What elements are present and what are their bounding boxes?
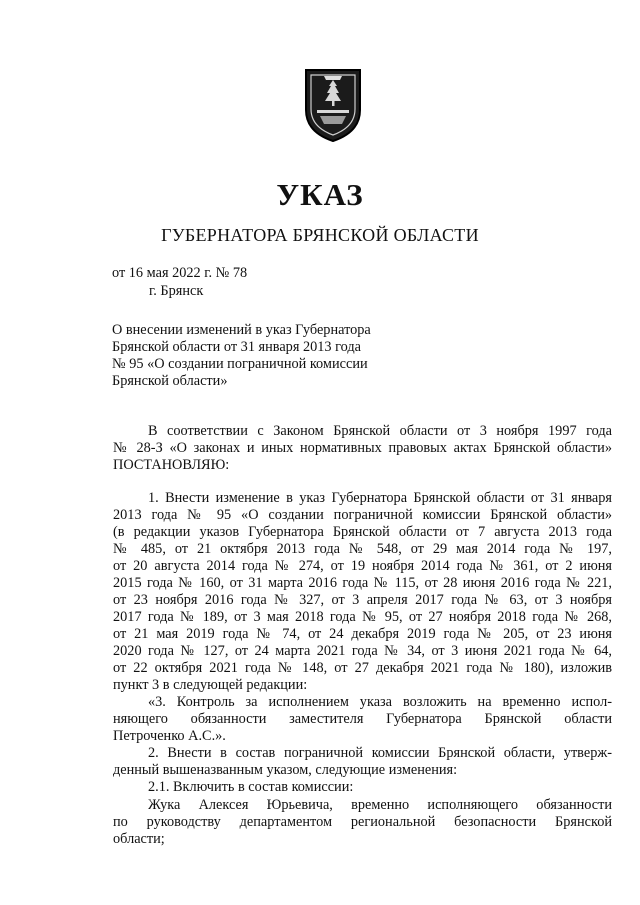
- coat-of-arms-emblem: [302, 66, 364, 144]
- city-line: г. Брянск: [149, 283, 204, 299]
- body-line: от 23 ноября 2016 года № 327, от 3 апреля 2017 года № 63, от 3 ноября: [113, 592, 612, 608]
- body-line: по руководству департаментом региональной безопасности Брянской: [113, 814, 612, 830]
- body-line: от 21 мая 2019 года № 74, от 24 декабря 2019 года № 205, от 23 июня: [113, 626, 612, 642]
- subject-line: Брянской области»: [112, 373, 228, 389]
- body-line: № 485, от 21 октября 2013 года № 548, от 29 мая 2014 года № 197,: [113, 541, 612, 557]
- body-line: пункт 3 в следующей редакции:: [113, 677, 308, 693]
- body-line: 2020 года № 127, от 24 марта 2021 года № 34, от 3 июня 2021 года № 64,: [113, 643, 612, 659]
- preamble-line: В соответствии с Законом Брянской области от 3 ноября 1997 года: [148, 423, 612, 439]
- body-line: 2.1. Включить в состав комиссии:: [148, 779, 354, 795]
- preamble-line: № 28-З «О законах и иных нормативных правовых актах Брянской области»: [113, 440, 612, 456]
- body-line: няющего обязанности заместителя Губернатора Брянской области: [113, 711, 612, 727]
- body-line: «3. Контроль за исполнением указа возложить на временно испол-: [148, 694, 612, 710]
- body-line: от 22 октября 2021 года № 148, от 27 декабря 2021 года № 180), изложив: [113, 660, 612, 676]
- body-line: 2017 года № 189, от 3 мая 2018 года № 95, от 27 ноября 2018 года № 268,: [113, 609, 612, 625]
- body-line: области;: [113, 831, 165, 847]
- body-line: Петроченко А.С.».: [113, 728, 226, 744]
- preamble-line: ПОСТАНОВЛЯЮ:: [113, 457, 230, 473]
- body-line: 2015 года № 160, от 31 марта 2016 года № 115, от 28 июня 2016 года № 221,: [113, 575, 612, 591]
- subject-line: Брянской области от 31 января 2013 года: [112, 339, 362, 355]
- date-number-line: от 16 мая 2022 г. № 78: [112, 265, 248, 281]
- body-line: 1. Внести изменение в указ Губернатора Брянской области от 31 января: [148, 490, 612, 506]
- body-line: 2013 года № 95 «О создании пограничной комиссии Брянской области»: [113, 507, 612, 523]
- document-title: УКАЗ: [276, 177, 364, 212]
- body-line: (в редакции указов Губернатора Брянской области от 7 августа 2013 года: [113, 524, 612, 540]
- body-line: Жука Алексея Юрьевича, временно исполняющего обязанности: [148, 797, 612, 813]
- document-subtitle: ГУБЕРНАТОРА БРЯНСКОЙ ОБЛАСТИ: [161, 225, 479, 245]
- body-line: 2. Внести в состав пограничной комиссии Брянской области, утверж-: [148, 745, 612, 761]
- subject-line: № 95 «О создании пограничной комиссии: [112, 356, 368, 372]
- body-line: денный вышеназванным указом, следующие изменения:: [113, 762, 458, 778]
- subject-line: О внесении изменений в указ Губернатора: [112, 322, 371, 338]
- body-line: от 20 августа 2014 года № 274, от 19 ноября 2014 года № 361, от 2 июня: [113, 558, 612, 574]
